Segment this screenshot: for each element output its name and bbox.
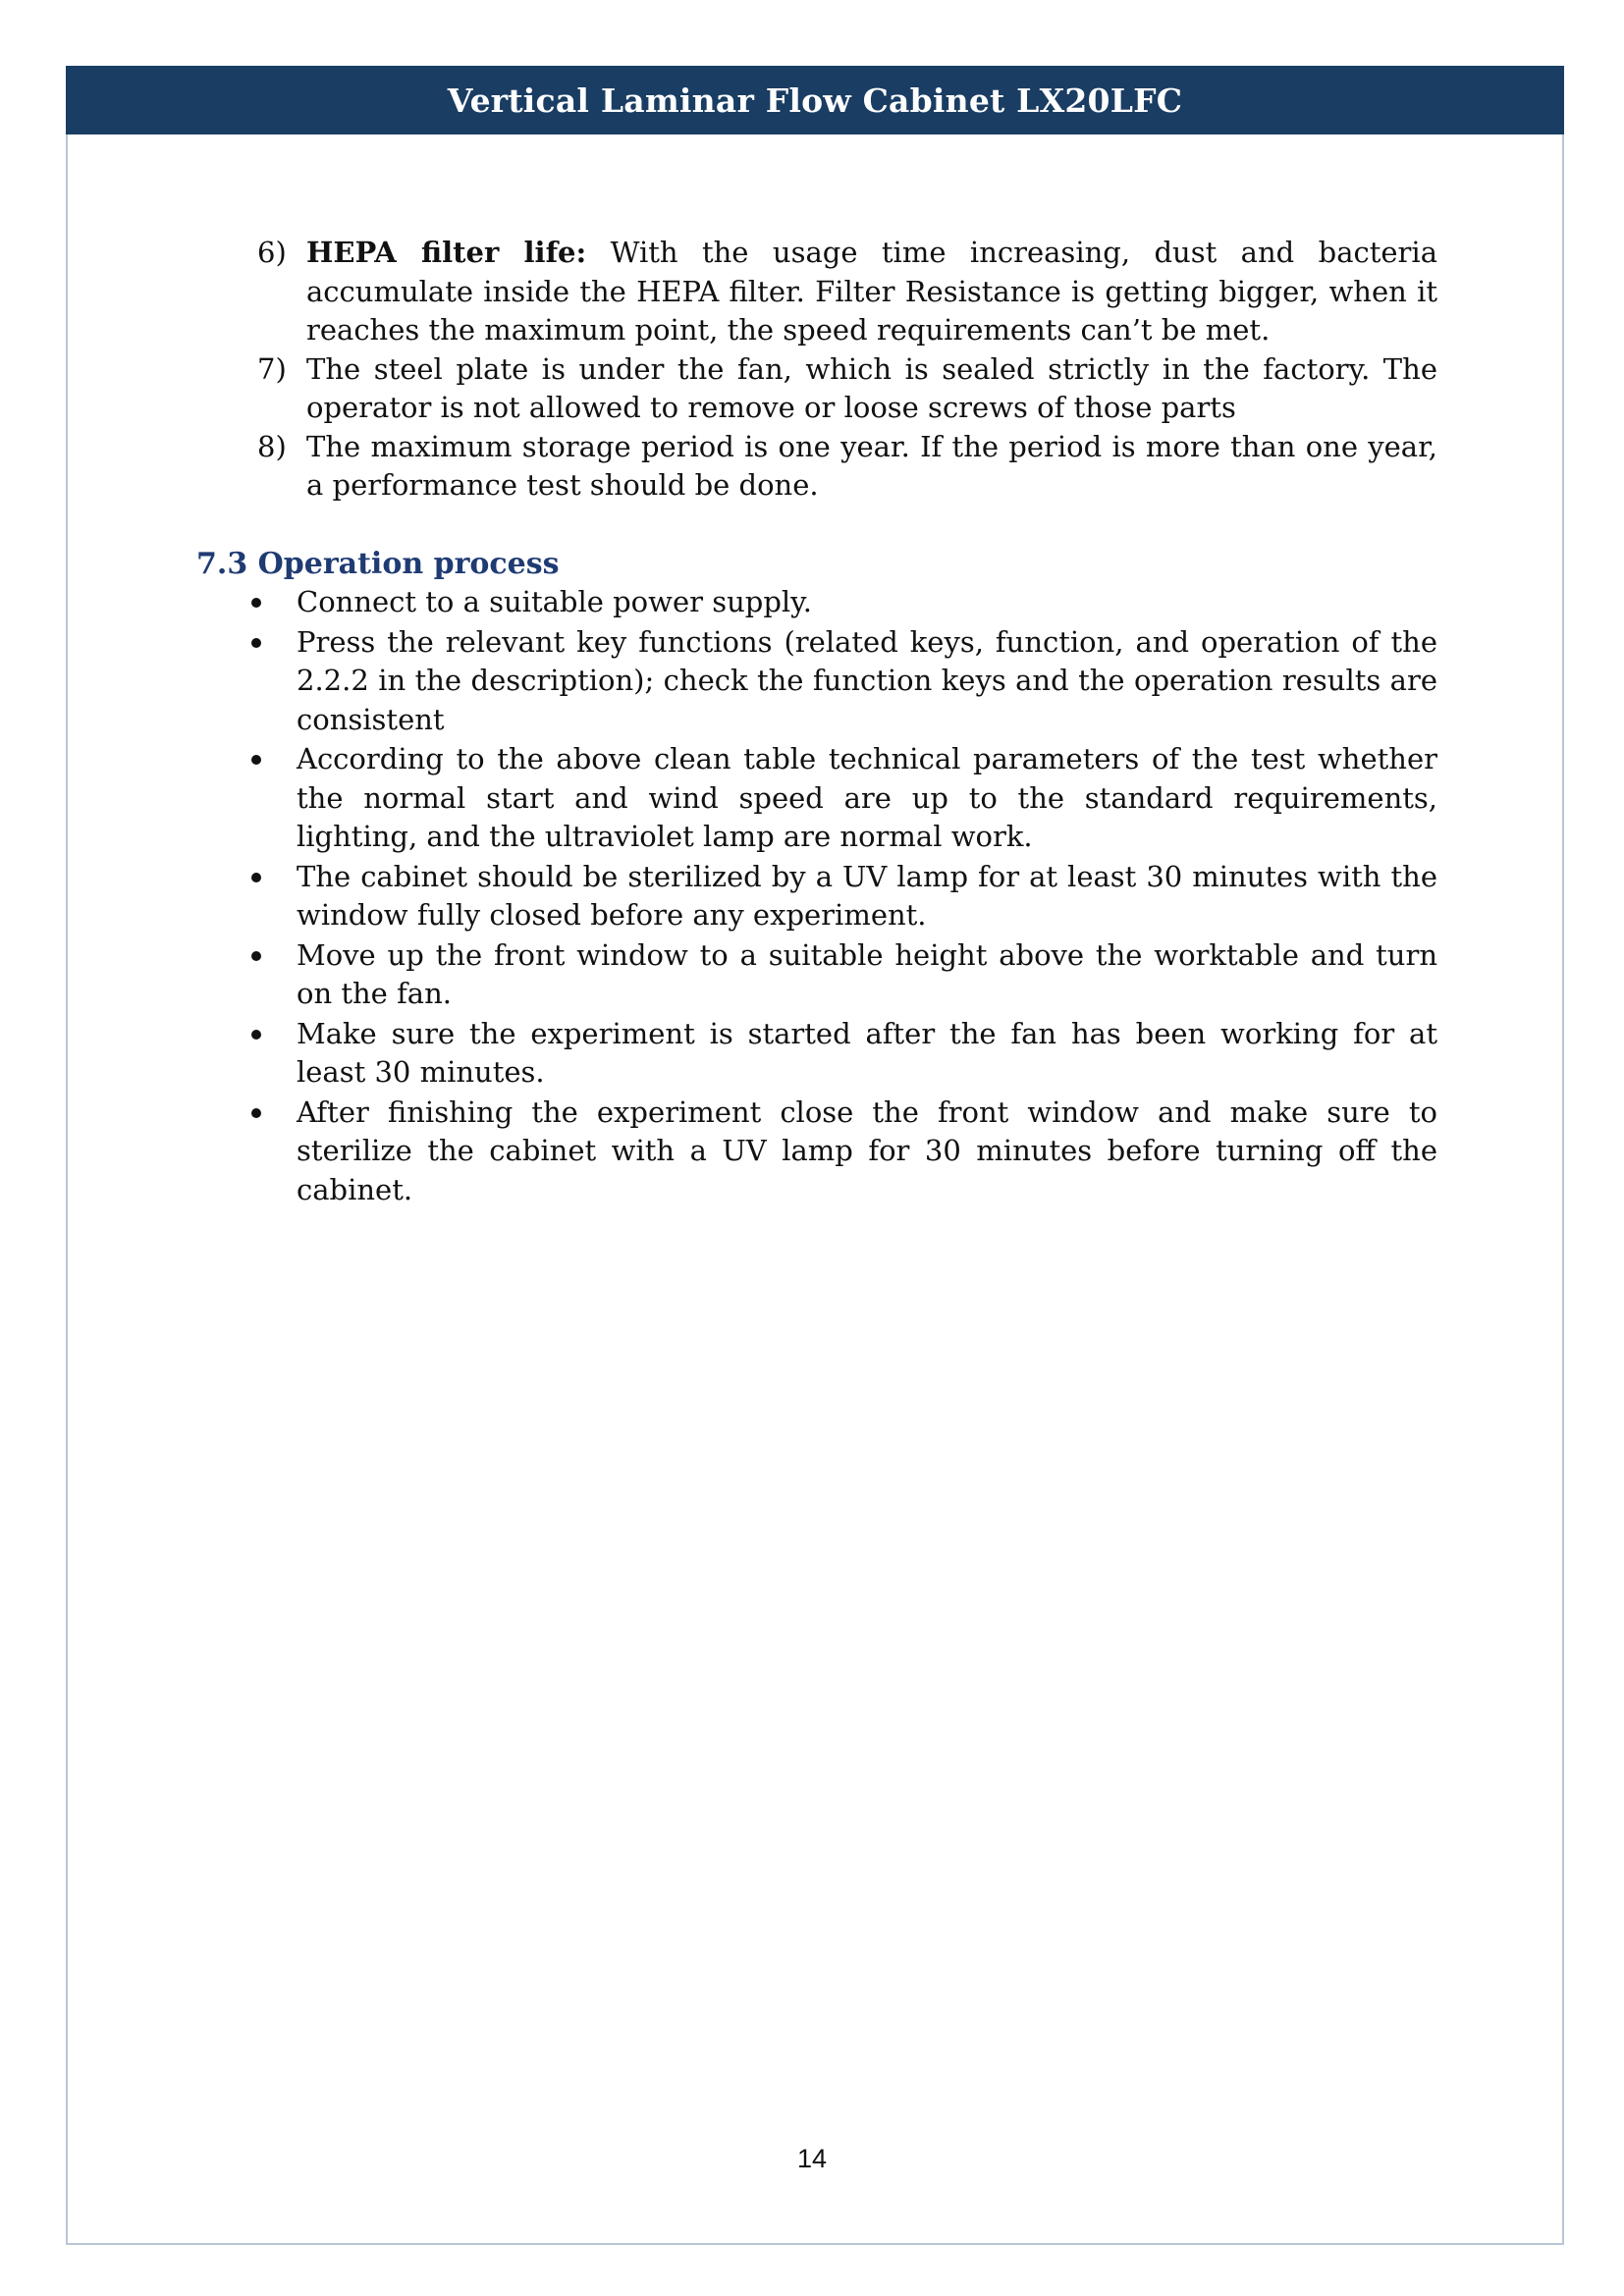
bullet-icon [251,873,261,882]
bullet-text: Move up the front window to a suitable height above the worktable and turn on the fan. [297,937,1437,1010]
item-number: 6) [257,236,287,269]
numbered-item [196,428,1437,506]
bullet-text: According to the above clean table technical parameters of the test whether the normal start and wind speed are up to the standard requirements, lighting, and the ultraviolet lamp are normal work. [297,742,1437,853]
bullet-item [196,583,1437,622]
bullet-text: Make sure the experiment is started after the fan has been working for at least 30 minutes. [297,1016,1437,1089]
page-number: 14 [796,2144,828,2173]
bullet-item [196,623,1437,740]
numbered-list [196,234,1437,506]
header-bar [66,66,1564,134]
item-text: With the usage time increasing, dust and bacteria accumulate inside the HEPA filter. Filter Resistance is getting bigger, when it reaches the maximum point, the speed requirements can’t be met. [306,236,1437,347]
bullet-item [196,1015,1437,1093]
item-number: 7) [257,351,287,386]
item-text: The steel plate is under the fan, which is sealed strictly in the factory. The operator is not allowed to remove or loose screws of those parts [306,351,1437,424]
numbered-item [196,350,1437,428]
bullet-text: The cabinet should be sterilized by a UV lamp for at least 30 minutes with the window fully closed before any experiment. [297,859,1437,932]
bullet-icon [251,638,261,648]
bullet-item [196,936,1437,1014]
item-text: The maximum storage period is one year. If the period is more than one year, a performance test should be done. [306,429,1437,502]
bullet-item [196,858,1437,935]
section-heading: 7.3 Operation process [196,546,560,581]
bullet-text: Press the relevant key functions (related keys, function, and operation of the 2.2.2 in the description); check the function keys and the operation results are consistent [297,624,1437,736]
document-title: Vertical Laminar Flow Cabinet LX20LFC [447,80,1183,120]
bullet-item [196,1094,1437,1210]
bullet-icon [251,951,261,961]
item-number: 8) [257,429,287,463]
bullet-text: After finishing the experiment close the front window and make sure to sterilize the cabinet with a UV lamp for 30 minutes before turning off the cabinet. [297,1095,1437,1206]
bullet-item [196,740,1437,857]
operation-bullet-list [196,583,1437,1209]
item-lead: HEPA filter life: [306,236,587,269]
bullet-icon [251,1108,261,1118]
bullet-text: Connect to a suitable power supply. [297,585,812,618]
bullet-icon [251,755,261,765]
bullet-icon [251,598,261,608]
bullet-icon [251,1030,261,1040]
numbered-item [196,234,1437,350]
page-content [196,234,1437,1210]
